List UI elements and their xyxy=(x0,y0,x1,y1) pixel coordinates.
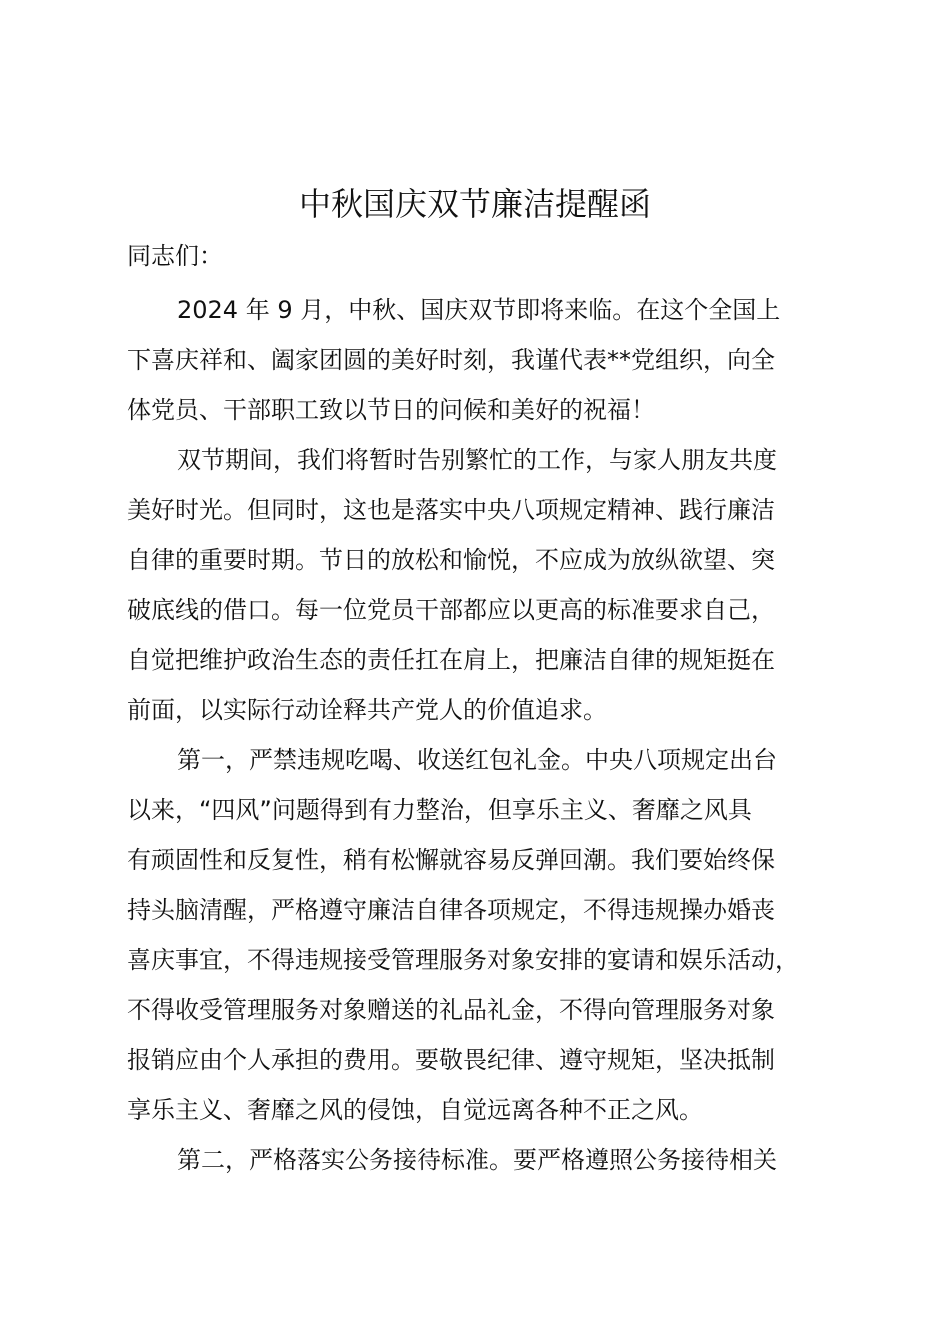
paragraph-line: 有顽固性和反复性，稍有松懈就容易反弹回潮。我们要始终保 xyxy=(127,846,775,874)
paragraph-line: 破底线的借口。每一位党员干部都应以更高的标准要求自己， xyxy=(127,596,775,624)
paragraph-1 xyxy=(127,285,839,435)
paragraph-4 xyxy=(127,1135,839,1185)
paragraph-line: 第二，严格落实公务接待标准。要严格遵照公务接待相关 xyxy=(177,1146,777,1174)
paragraph-line: 享乐主义、奢靡之风的侵蚀，自觉远离各种不正之风。 xyxy=(127,1096,703,1124)
document-title: 中秋国庆双节廉洁提醒函 xyxy=(298,185,651,223)
paragraph-line: 不得收受管理服务对象赠送的礼品礼金，不得向管理服务对象 xyxy=(127,996,775,1024)
paragraph-line: 报销应由个人承担的费用。要敬畏纪律、遵守规矩，坚决抵制 xyxy=(127,1046,775,1074)
paragraph-line: 2024 年 9 月，中秋、国庆双节即将来临。在这个全国上 xyxy=(177,296,781,324)
paragraph-line: 前面，以实际行动诠释共产党人的价值追求。 xyxy=(127,696,607,724)
paragraph-line: 喜庆事宜，不得违规接受管理服务对象安排的宴请和娱乐活动， xyxy=(127,946,799,974)
paragraph-line: 双节期间，我们将暂时告别繁忙的工作，与家人朋友共度 xyxy=(177,446,777,474)
paragraph-line: 自律的重要时期。节日的放松和愉悦，不应成为放纵欲望、突 xyxy=(127,546,775,574)
paragraph-3 xyxy=(127,735,839,1135)
paragraph-line: 美好时光。但同时，这也是落实中央八项规定精神、践行廉洁 xyxy=(127,496,775,524)
paragraph-line: 第一，严禁违规吃喝、收送红包礼金。中央八项规定出台 xyxy=(177,746,777,774)
document-body xyxy=(127,231,839,1185)
paragraph-line: 持头脑清醒，严格遵守廉洁自律各项规定，不得违规操办婚丧 xyxy=(127,896,775,924)
salutation: 同志们： xyxy=(127,242,223,270)
paragraph-line: 下喜庆祥和、阖家团圆的美好时刻，我谨代表**党组织，向全 xyxy=(127,346,775,374)
paragraph-line: 体党员、干部职工致以节日的问候和美好的祝福！ xyxy=(127,396,655,424)
paragraph-line: 以来，“四风”问题得到有力整治，但享乐主义、奢靡之风具 xyxy=(127,796,752,824)
paragraph-2 xyxy=(127,435,839,735)
paragraph-line: 自觉把维护政治生态的责任扛在肩上，把廉洁自律的规矩挺在 xyxy=(127,646,775,674)
